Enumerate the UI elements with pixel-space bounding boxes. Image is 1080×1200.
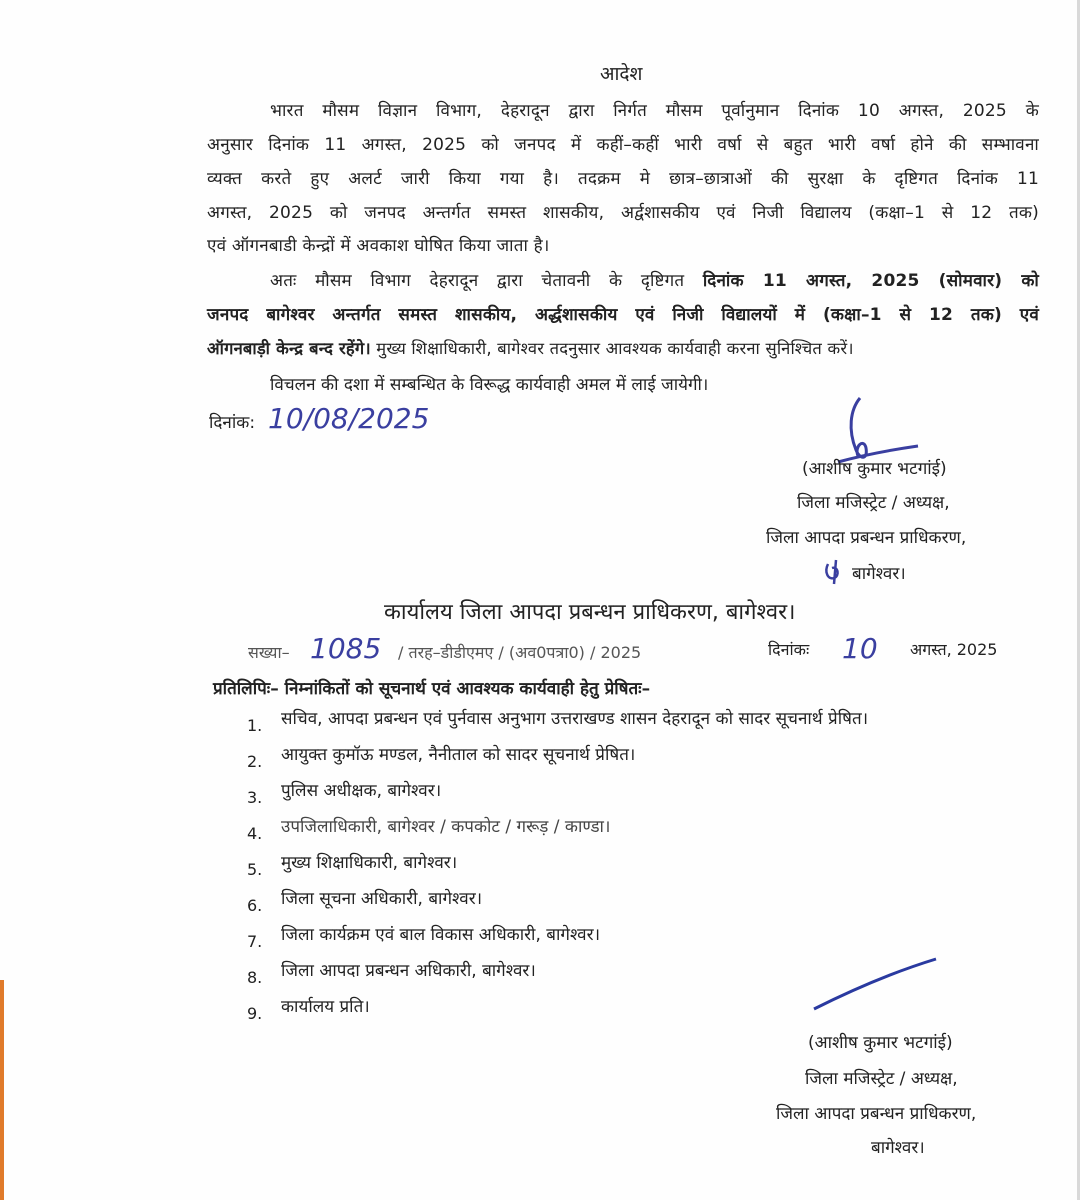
copy-item-text: जिला आपदा प्रबन्धन अधिकारी, बागेश्वर।	[281, 961, 536, 981]
order-p1-line5: एवं ऑगनबाडी केन्द्रों में अवकाश घोषित किया जाता है।	[207, 236, 550, 256]
order-p1-line1: भारत मौसम विज्ञान विभाग, देहरादून द्वारा निर्गत मौसम पूर्वानुमान दिनांक 10 अगस्त, 2025 के	[270, 101, 1039, 121]
copy-item-text: उपजिलाधिकारी, बागेश्वर / कपकोट / गरूड़ / काण्डा।	[281, 817, 611, 837]
order-p2-line1-bold: दिनांक 11 अगस्त, 2025 (सोमवार) को	[702, 271, 1040, 291]
copy-item-number: 5.	[247, 860, 263, 879]
order-p1-line3: व्यक्त करते हुए अलर्ट जारी किया गया है। तदक्रम मे छात्र–छात्राओं की सुरक्षा के दृष्टिगत दिनांक 11	[207, 169, 1039, 189]
copy-item-text: कार्यालय प्रति।	[281, 997, 370, 1017]
order-p1-line2: अनुसार दिनांक 11 अगस्त, 2025 को जनपद में कहीं–कहीं भारी वर्षा से बहुत भारी वर्षा होने की सम्भावना	[207, 135, 1039, 155]
copy-item-number: 2.	[247, 752, 263, 771]
order-p2-line3-normal: मुख्य शिक्षाधिकारी, बागेश्वर तदनुसार आवश्यक कार्यवाही करना सुनिश्चित करें।	[370, 339, 854, 358]
copy-item-number: 1.	[247, 716, 263, 735]
signature2-name: (आशीष कुमार भटगांई)	[808, 1033, 953, 1053]
order-p2-line3	[207, 334, 1039, 364]
copy-item-text: जिला सूचना अधिकारी, बागेश्वर।	[281, 889, 483, 909]
copy-heading: प्रतिलिपिः– निम्नांकितों को सूचनार्थ एवं आवश्यक कार्यवाही हेतु प्रेषितः–	[213, 679, 651, 699]
order-date-label: दिनांक:	[209, 413, 256, 433]
copy-item-text: आयुक्त कुमॉऊ मण्डल, नैनीताल को सादर सूचनार्थ प्रेषित।	[281, 745, 636, 765]
signature1-name: (आशीष कुमार भटगांई)	[802, 459, 947, 479]
signature1-place: बागेश्वर।	[852, 564, 906, 584]
copy-item-text: जिला कार्यक्रम एवं बाल विकास अधिकारी, बागेश्वर।	[281, 925, 601, 945]
order-p3: विचलन की दशा में सम्बन्धित के विरूद्ध कार्यवाही अमल में लाई जायेगी।	[270, 375, 709, 395]
signature1-designation: जिला मजिस्ट्रेट / अध्यक्ष,	[797, 493, 950, 513]
copy-item-text: मुख्य शिक्षाधिकारी, बागेश्वर।	[281, 853, 458, 873]
office-title: कार्यालय जिला आपदा प्रबन्धन प्राधिकरण, बागेश्वर।	[384, 600, 796, 625]
signature2-designation: जिला मजिस्ट्रेट / अध्यक्ष,	[805, 1069, 958, 1089]
copy-item-number: 3.	[247, 788, 263, 807]
office-number-handwritten: 1085	[310, 632, 382, 665]
signature1-initial-icon	[822, 556, 846, 586]
order-p2-line1-normal: अतः मौसम विभाग देहरादून द्वारा चेतावनी के दृष्टिगत	[270, 271, 685, 291]
order-p1-line4: अगस्त, 2025 को जनपद अन्तर्गत समस्त शासकीय, अर्द्वशासकीय एवं निजी विद्यालय (कक्षा–1 से 12 तक)	[207, 203, 1039, 223]
office-dated-rest: अगस्त, 2025	[910, 640, 998, 659]
copy-item-number: 7.	[247, 932, 263, 951]
order-p2-line2	[207, 300, 1039, 330]
copy-item-number: 9.	[247, 1004, 263, 1023]
order-heading: आदेश	[600, 63, 643, 85]
copy-item-number: 6.	[247, 896, 263, 915]
signature1-authority: जिला आपदा प्रबन्धन प्राधिकरण,	[766, 528, 967, 548]
signature2-place: बागेश्वर।	[871, 1138, 925, 1158]
copy-item-number: 8.	[247, 968, 263, 987]
signature2-mark-icon	[810, 955, 940, 1015]
signature2-authority: जिला आपदा प्रबन्धन प्राधिकरण,	[776, 1104, 977, 1124]
office-number-rest: / तरह–डीडीएमए / (अव0पत्रा0) / 2025	[398, 643, 642, 662]
order-p2-line3-bold: ऑगनबाड़ी केन्द्र बन्द रहेंगे।	[207, 339, 371, 358]
order-date-handwritten: 10/08/2025	[268, 402, 430, 435]
copy-item-text: पुलिस अधीक्षक, बागेश्वर।	[281, 781, 442, 801]
office-dated-day-handwritten: 10	[842, 632, 878, 665]
office-number-label: सख्या–	[248, 643, 290, 662]
page-edge-left	[0, 980, 4, 1200]
office-dated-label: दिनांकः	[768, 640, 810, 659]
copy-item-text: सचिव, आपदा प्रबन्धन एवं पुर्नवास अनुभाग उत्तराखण्ड शासन देहरादून को सादर सूचनार्थ प्रेषित।	[281, 709, 869, 729]
order-p2-line2-bold: जनपद बागेश्वर अन्तर्गत समस्त शासकीय, अर्द्धशासकीय एवं निजी विद्यालयों में (कक्षा–1 से 12 तक) एवं	[207, 305, 1039, 325]
order-p2-line1	[270, 266, 1039, 296]
copy-item-number: 4.	[247, 824, 263, 843]
